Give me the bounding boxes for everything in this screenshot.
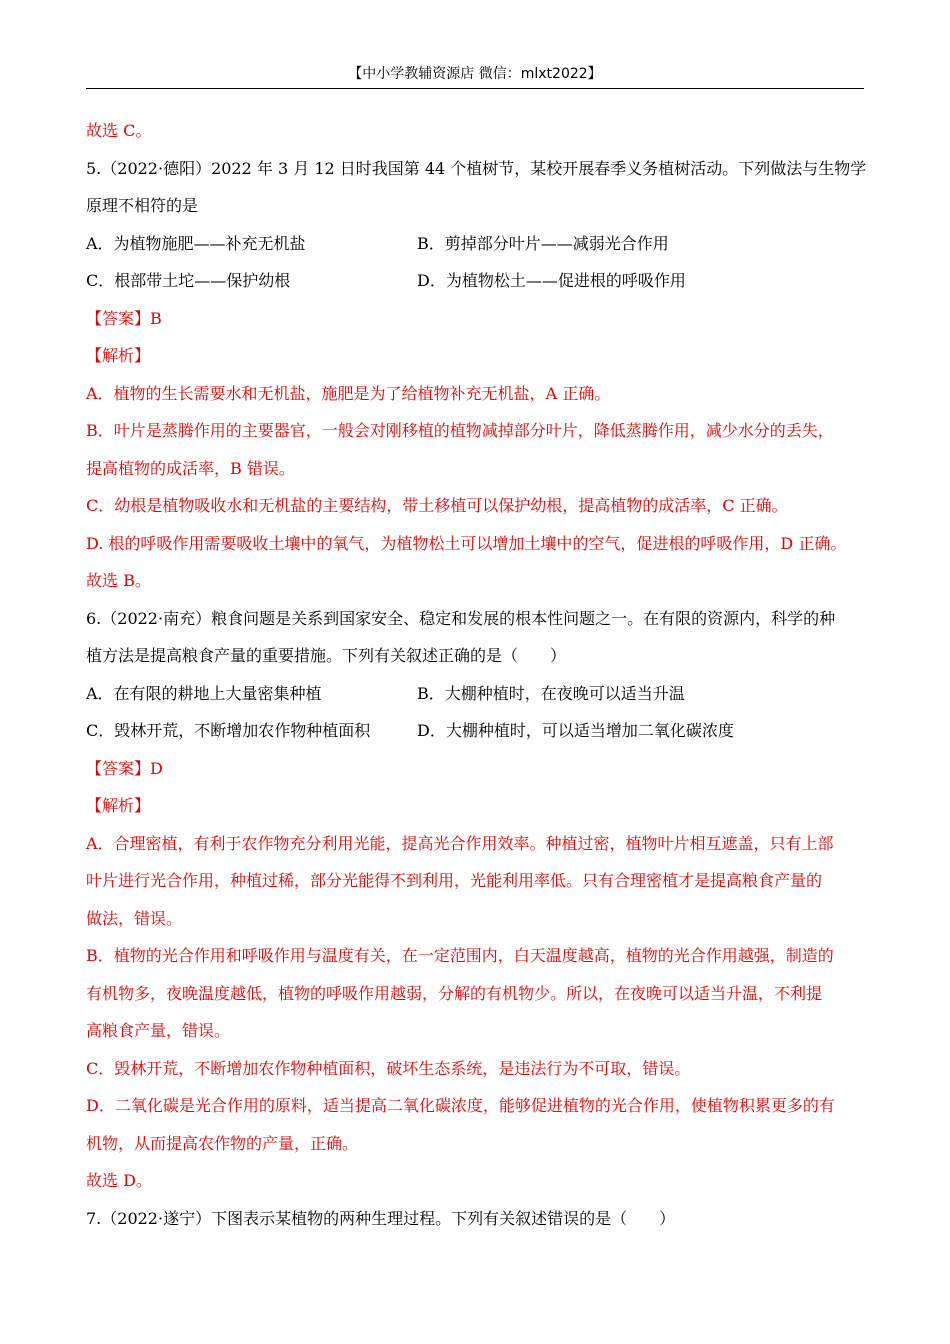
- q6-explanation-a-line-2: 叶片进行光合作用，种植过稀，部分光能得不到利用，光能利用率低。只有合理密植才是提高粮食产量的: [86, 871, 823, 890]
- question-5: [86, 150, 866, 600]
- q6-explanation-a-line-3: 做法，错误。: [86, 908, 183, 928]
- q6-option-b: B．大棚种植时，在夜晚可以适当升温: [417, 683, 685, 703]
- q6-explanation-b-line-1: B．植物的光合作用和呼吸作用与温度有关，在一定范围内，白天温度越高，植物的光合作用越强，制造的: [86, 946, 834, 965]
- q6-stem-line-1: 6.（2022·南充）粮食问题是关系到国家安全、稳定和发展的根本性问题之一。在有限的资源内，科学的种: [86, 608, 836, 628]
- question-6: [86, 600, 866, 1200]
- q5-option-d: D．为植物松土——促进根的呼吸作用: [417, 271, 686, 290]
- q6-analysis-label: 【解析】: [86, 796, 151, 815]
- q6-options-row-1: [86, 675, 866, 713]
- q6-option-a: A．在有限的耕地上大量密集种植: [86, 683, 322, 703]
- q5-options-row-2: [86, 262, 866, 300]
- q6-option-d: D．大棚种植时，可以适当增加二氧化碳浓度: [417, 721, 734, 740]
- q5-option-c: C．根部带土坨——保护幼根: [86, 271, 291, 290]
- q5-option-b: B．剪掉部分叶片——减弱光合作用: [417, 233, 669, 253]
- q6-explanation-c: C．毁林开荒，不断增加农作物种植面积，破坏生态系统，是违法行为不可取，错误。: [86, 1058, 691, 1078]
- q5-explanation-b-line-2: 提高植物的成活率，B 错误。: [86, 458, 295, 478]
- q6-explanation-b-line-2: 有机物多，夜晚温度越低，植物的呼吸作用越弱，分解的有机物少。所以，在夜晚可以适当升温，不利提: [86, 983, 823, 1003]
- q5-option-a: A．为植物施肥——补充无机盐: [86, 233, 306, 253]
- q5-stem-line-2: 原理不相符的是: [86, 196, 199, 215]
- q5-explanation-a: A．植物的生长需要水和无机盐，施肥是为了给植物补充无机盐，A 正确。: [86, 383, 611, 403]
- q6-conclusion: 故选 D。: [86, 1171, 152, 1190]
- q6-explanation-d-line-2: 机物，从而提高农作物的产量，正确。: [86, 1133, 359, 1153]
- q6-explanation-d-line-1: D．二氧化碳是光合作用的原料，适当提高二氧化碳浓度，能够促进植物的光合作用，使植物积累更多的有: [86, 1096, 835, 1115]
- q5-stem-line-1: 5.（2022·德阳）2022 年 3 月 12 日时我国第 44 个植树节，某校开展春季义务植树活动。下列做法与生物学: [86, 158, 867, 178]
- q4-conclusion: 故选 C。: [86, 121, 152, 140]
- page-header: 【中小学教辅资源店 微信：mlxt2022】: [348, 66, 602, 82]
- q5-conclusion: 故选 B。: [86, 571, 151, 590]
- q5-explanation-d: D. 根的呼吸作用需要吸收土壤中的氧气，为植物松土可以增加土壤中的空气，促进根的呼吸作用，D 正确。: [86, 533, 847, 553]
- question-7: [86, 1200, 866, 1238]
- q6-answer: 【答案】D: [86, 758, 163, 778]
- q5-analysis-label: 【解析】: [86, 346, 151, 365]
- q5-explanation-c: C．幼根是植物吸收水和无机盐的主要结构，带土移植可以保护幼根，提高植物的成活率，C 正确。: [86, 496, 788, 515]
- document-body: [86, 112, 866, 1237]
- q6-option-c: C．毁林开荒，不断增加农作物种植面积: [86, 721, 371, 740]
- q6-explanation-b-line-3: 高粮食产量，错误。: [86, 1021, 231, 1040]
- q6-explanation-a-line-1: A．合理密植，有利于农作物充分利用光能，提高光合作用效率。种植过密，植物叶片相互遮盖，只有上部: [86, 833, 834, 853]
- header-rule: [86, 88, 864, 89]
- q6-options-row-2: [86, 712, 866, 750]
- q7-stem-line-1: 7.（2022·遂宁）下图表示某植物的两种生理过程。下列有关叙述错误的是（ ）: [86, 1208, 676, 1228]
- q5-options-row-1: [86, 225, 866, 263]
- q5-explanation-b-line-1: B．叶片是蒸腾作用的主要器官，一般会对刚移植的植物减掉部分叶片，降低蒸腾作用，减少水分的丢失，: [86, 421, 834, 440]
- q5-answer: 【答案】B: [86, 308, 162, 328]
- q6-stem-line-2: 植方法是提高粮食产量的重要措施。下列有关叙述正确的是（ ）: [86, 646, 567, 665]
